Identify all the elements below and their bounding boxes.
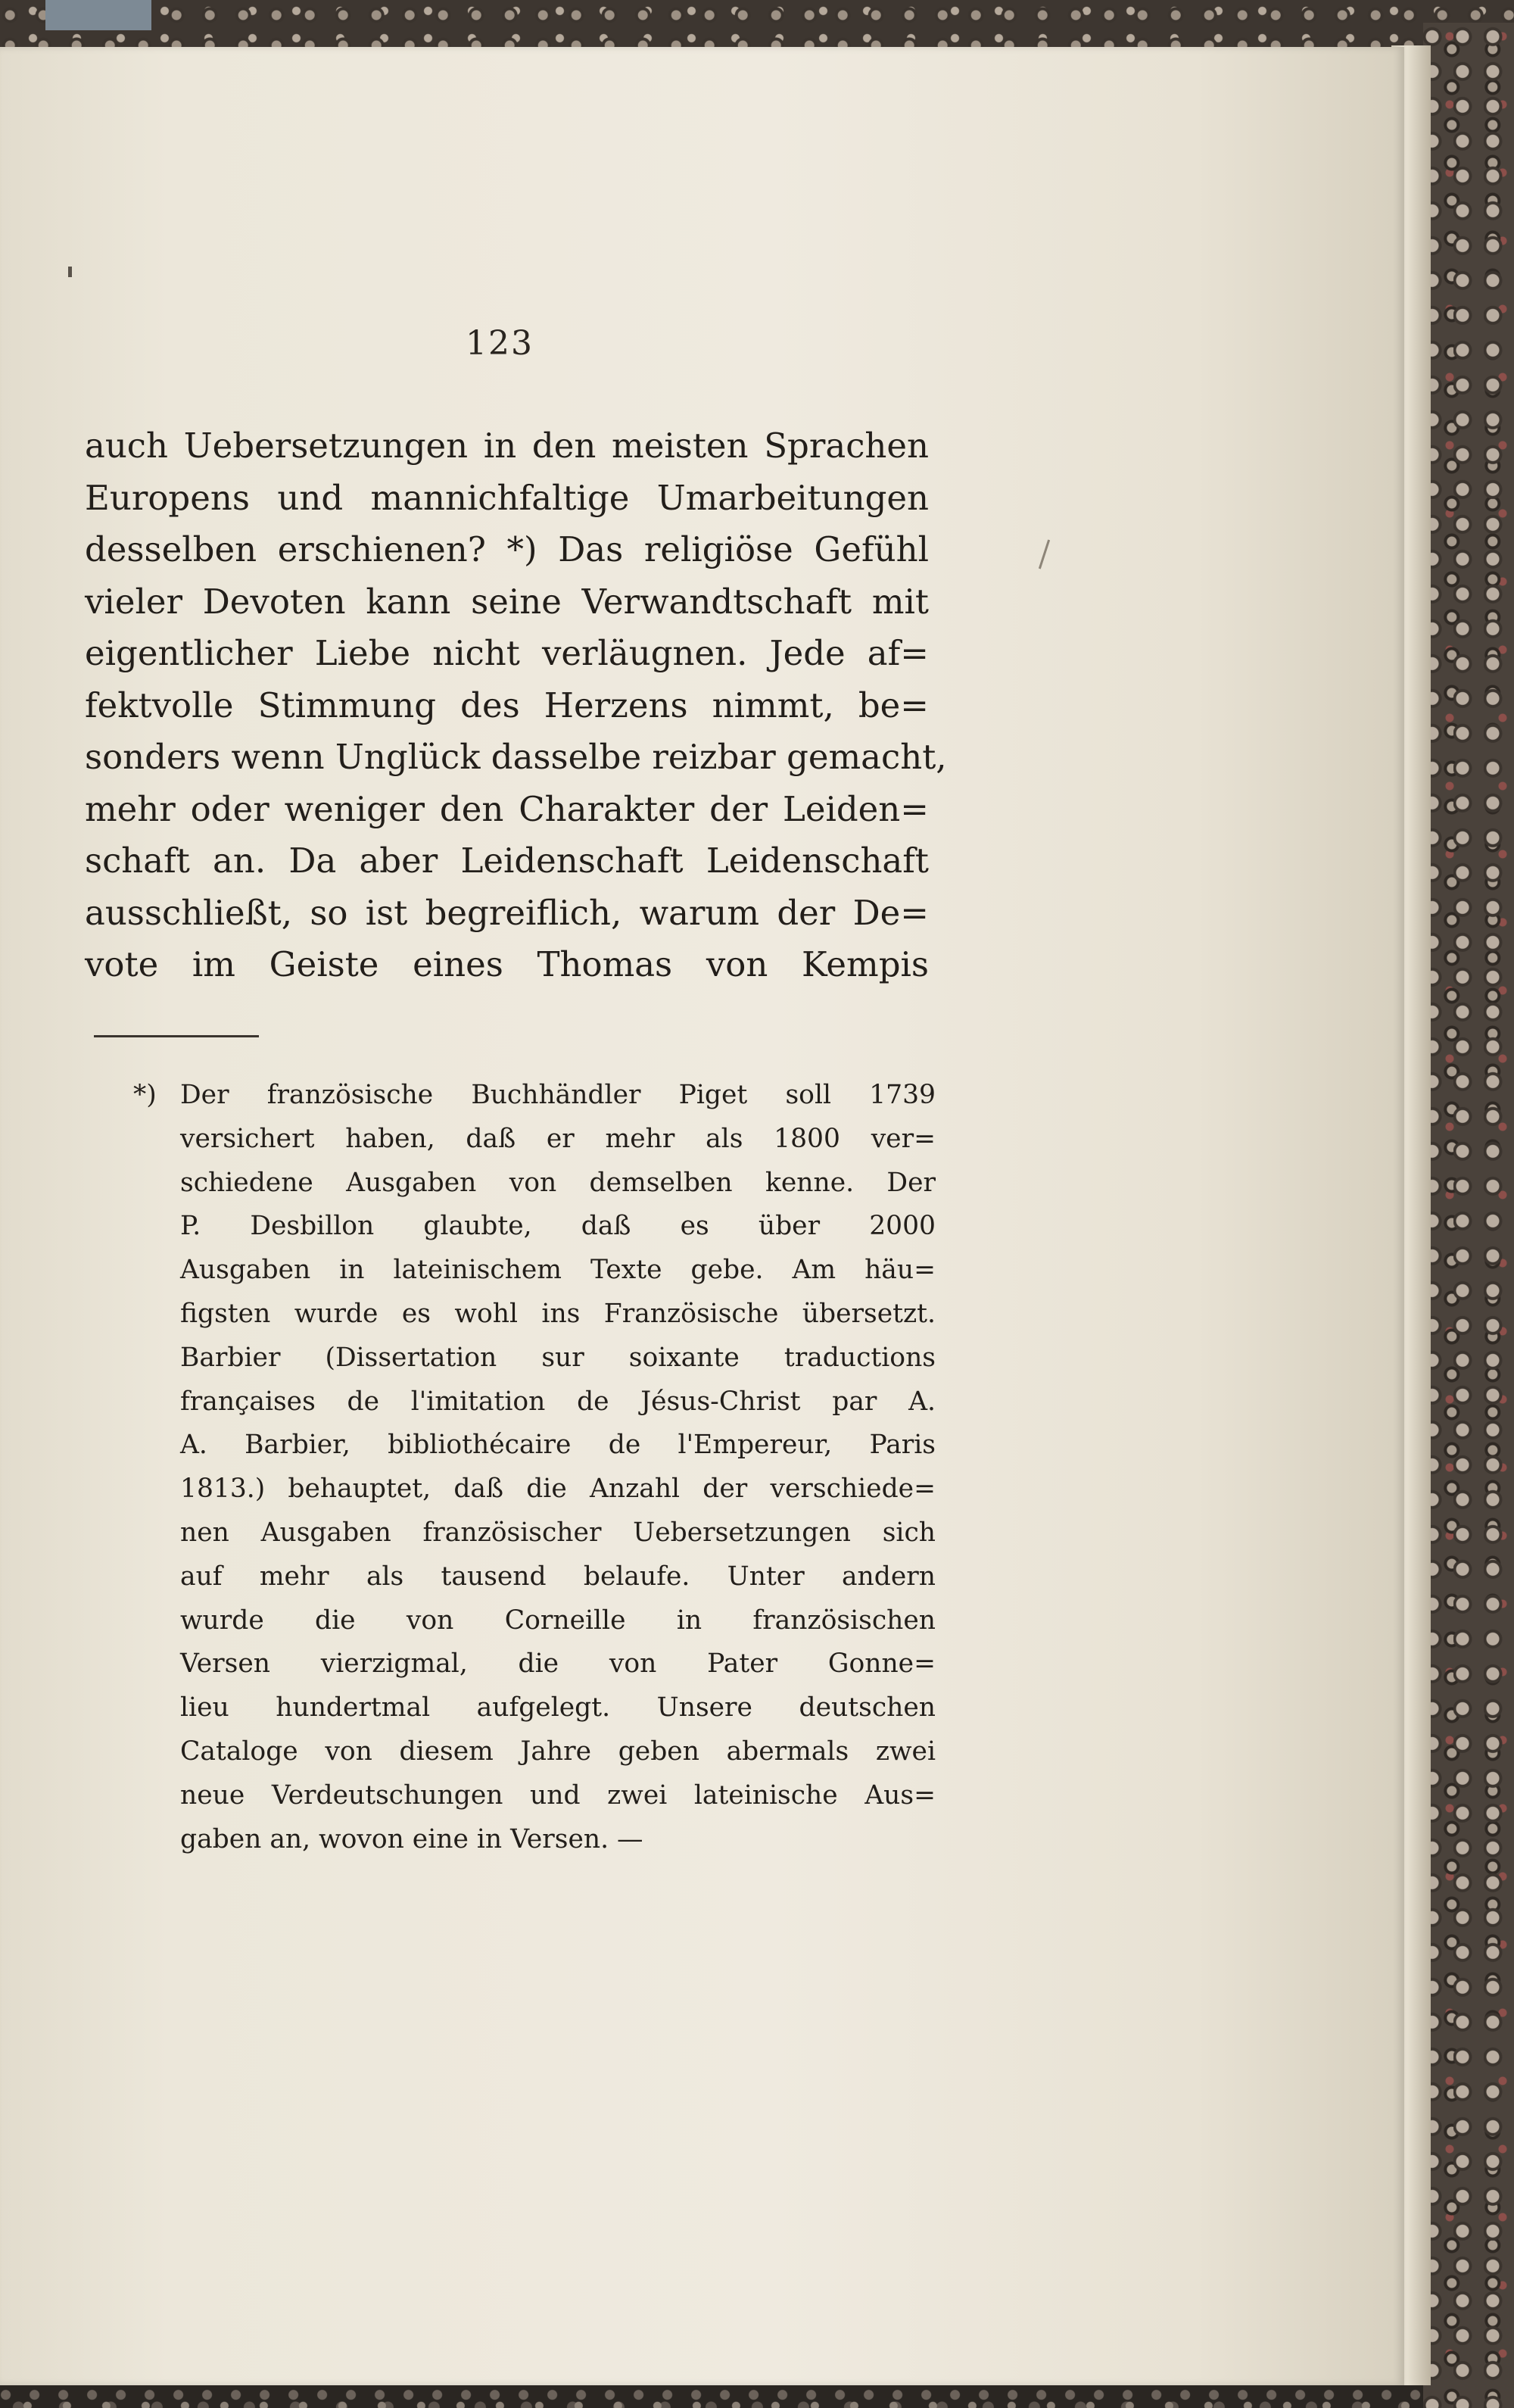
text-line: vieler Devoten kann seine Verwandtschaft mit (85, 581, 929, 622)
text-line: vote im Geiste eines Thomas von Kempis (85, 944, 929, 984)
text-line: desselben erschienen? *) Das religiöse Gefühl (85, 529, 929, 569)
footnote-line: 1813.) behauptet, daß die Anzahl der verschiede= (180, 1474, 936, 1505)
footnote-line: schiedene Ausgaben von demselben kenne. Der (180, 1167, 936, 1198)
footnote-line: lieu hundertmal aufgelegt. Unsere deutschen (180, 1692, 936, 1723)
text-line: fektvolle Stimmung des Herzens nimmt, be= (85, 685, 929, 725)
footnote-line: Cataloge von diesem Jahre geben abermals zwei (180, 1736, 936, 1767)
footnote-line: A. Barbier, bibliothécaire de l'Empereur, Paris (180, 1430, 936, 1461)
page-number: 123 (466, 324, 534, 363)
footnote-line: Barbier (Dissertation sur soixante traductions (180, 1342, 936, 1373)
top-clip (45, 0, 151, 30)
footnote-line: françaises de l'imitation de Jésus-Christ par A. (180, 1386, 936, 1417)
footnote-line: neue Verdeutschungen und zwei lateinische Aus= (180, 1779, 936, 1811)
footnote-line: figsten wurde es wohl ins Französische übersetzt. (180, 1298, 936, 1329)
footnote-line: versichert haben, daß er mehr als 1800 ver= (180, 1123, 936, 1154)
page-speck (68, 267, 72, 277)
text-line: Europens und mannichfaltige Umarbeitungen (85, 477, 929, 518)
footnote-line: gaben an, wovon eine in Versen. — (180, 1823, 643, 1854)
footnote-line: Der französische Buchhändler Piget soll 1739 (180, 1080, 936, 1110)
text-line: auch Uebersetzungen in den meisten Sprachen (85, 426, 929, 466)
footnote-line: P. Desbillon glaubte, daß es über 2000 (180, 1211, 936, 1242)
footnote-line: Versen vierzigmal, die von Pater Gonne= (180, 1648, 936, 1680)
footnote-line: Ausgaben in lateinischem Texte gebe. Am häu= (180, 1255, 936, 1286)
main-text (85, 420, 947, 991)
text-line: eigentlicher Liebe nicht verläugnen. Jede af= (85, 633, 929, 673)
footnote-line: auf mehr als tausend belaufe. Unter andern (180, 1561, 936, 1592)
page-mark (1039, 540, 1050, 569)
footnote-line: nen Ausgaben französischer Uebersetzungen sich (180, 1517, 936, 1548)
text-line: mehr oder weniger den Charakter der Leiden= (85, 788, 929, 829)
text-line: schaft an. Da aber Leidenschaft Leidenschaft (85, 841, 929, 881)
footnote-marker: *) (133, 1080, 157, 1110)
text-line: sonders wenn Unglück dasselbe reizbar gemacht, (85, 737, 947, 777)
footnote-line: wurde die von Corneille in französischen (180, 1605, 936, 1636)
marbled-board-right (1423, 23, 1514, 2408)
footnote (133, 1074, 936, 1861)
text-line: ausschließt, so ist begreiflich, warum der De= (85, 892, 929, 933)
footnote-rule (94, 1035, 259, 1037)
